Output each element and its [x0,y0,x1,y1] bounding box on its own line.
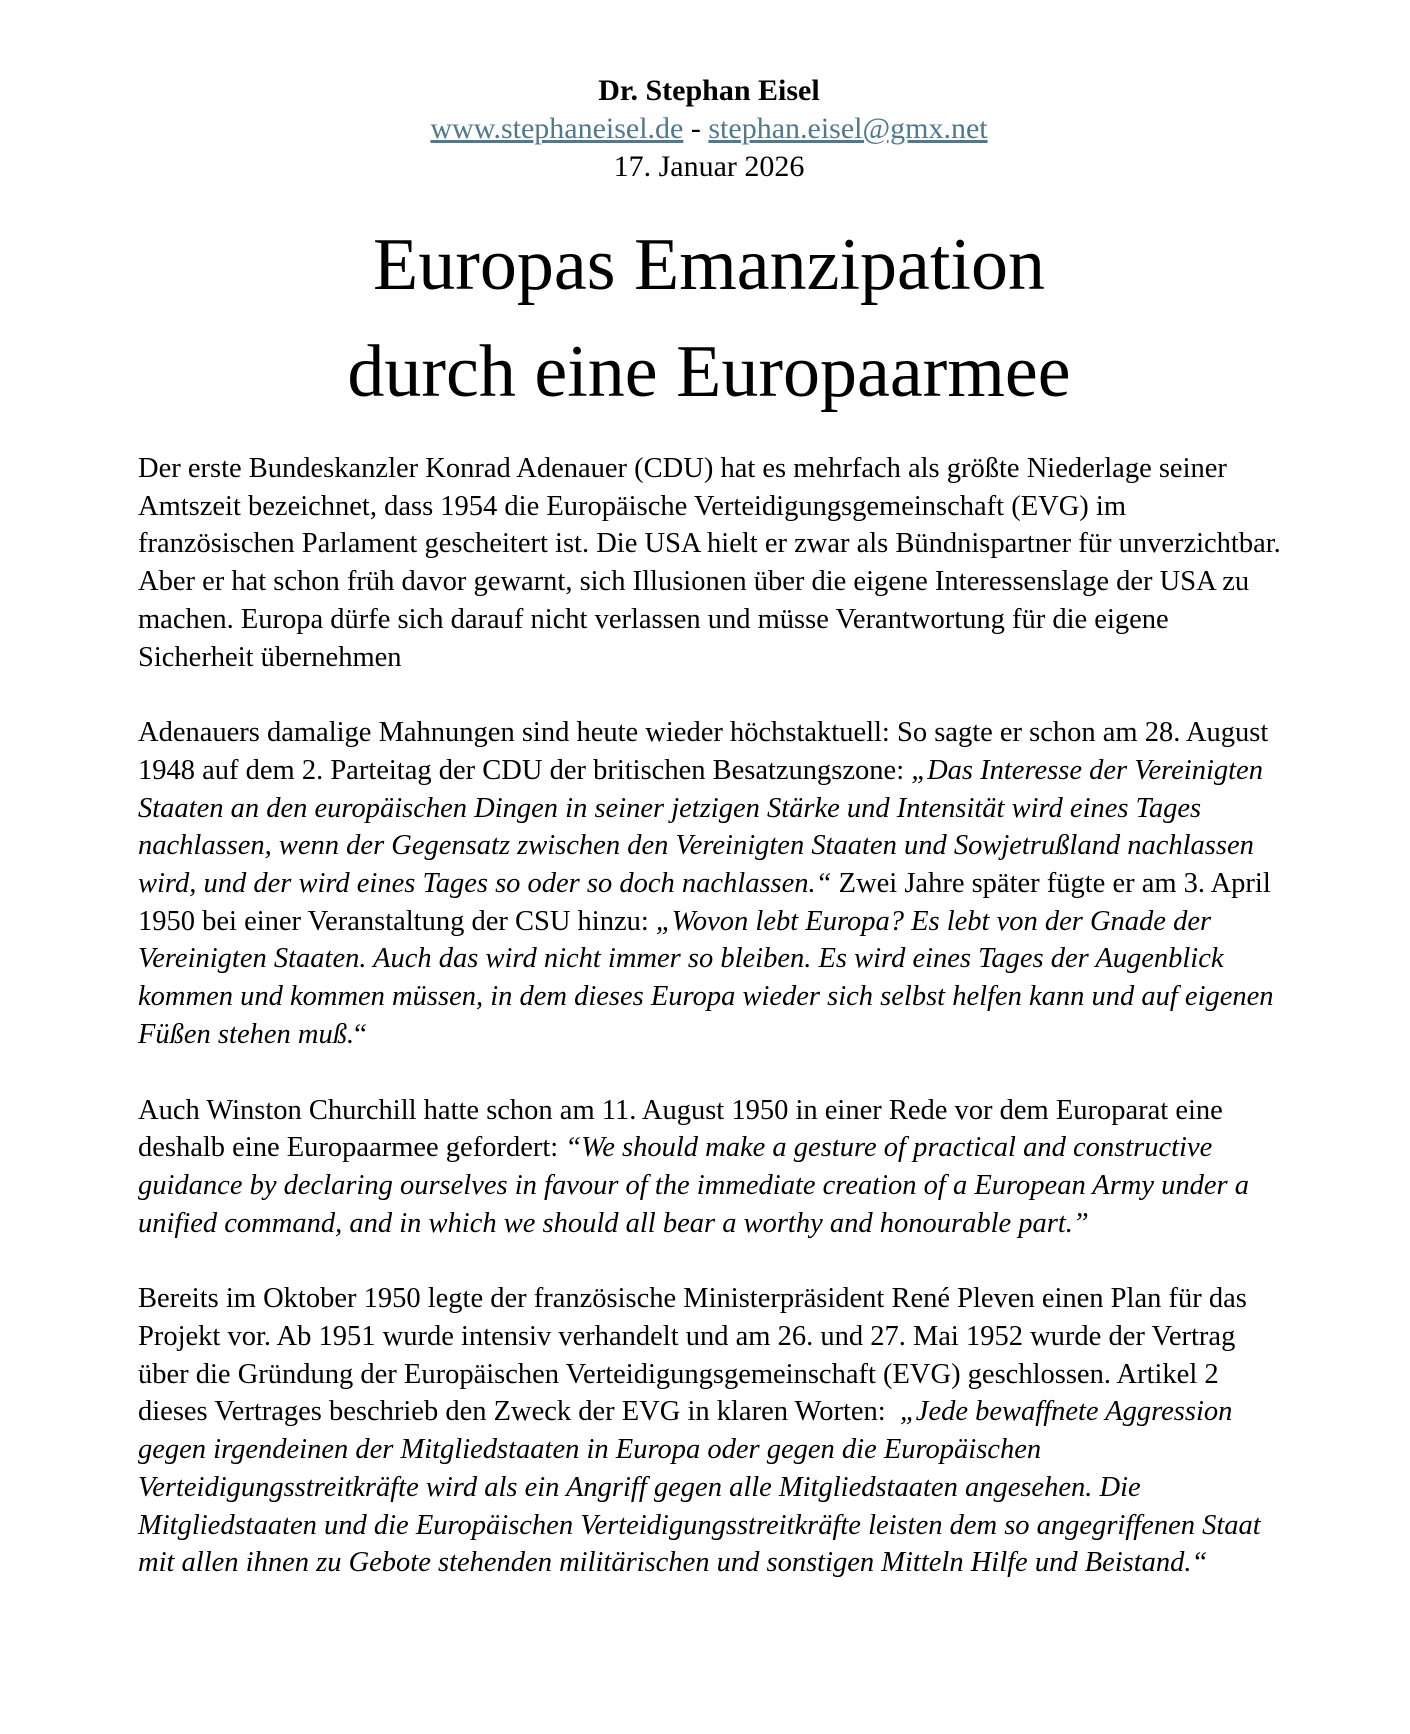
paragraph [138,1092,1284,1243]
link-separator: - [683,112,709,145]
email-link[interactable]: stephan.eisel@gmx.net [708,112,988,145]
title-line-2: durch eine Europaarmee [347,331,1071,413]
author-name: Dr. Stephan Eisel [598,74,820,107]
paragraph [138,450,1287,676]
document-title [138,212,1280,426]
document-date: 17. Januar 2026 [613,150,805,183]
document-header [138,72,1280,186]
quote-text: „Wovon lebt Europa? Es lebt von der Gnade der Vereinigten Staaten. Auch das wird nicht immer so bleiben. Es wird eines Tages der Augenblick kommen und kommen müssen, in dem dieses Europa wieder sich selbst helfen kann und auf eigenen Füßen stehen muß. [138,905,1281,1050]
paragraph [138,714,1284,1053]
body-text: “ [354,1018,367,1050]
body-text: Der erste Bundeskanzler Konrad Adenauer (CDU) hat es mehrfach als größte Niederlage seiner Amtszeit bezeichnet, dass 1954 die Europäische Verteidigungsgemeinschaft (EVG) im französischen Parlament gescheitert ist. Die USA hielt er zwar als Bündnispartner für unverzichtbar. Aber er hat schon früh davor gewarnt, sich Illusionen über die eigene Interessenslage der USA zu machen. Europa dürfe sich darauf nicht verlassen und müsse Verantwortung für die eigene Sicherheit übernehmen [138,453,1287,673]
body-text: Adenauers damalige Mahnungen sind heute wieder höchstaktuell: So sagte er schon am 28. August 1948 auf dem 2. Parteitag der CDU der britischen Besatzungszone: [138,717,1276,786]
document-body [138,450,1287,1582]
quote-text: „Das Interesse der Vereinigten Staaten an den europäischen Dingen in seiner jetzigen Stärke und Intensität wird eines Tages nachlassen, wenn der Gegensatz zwischen den Vereinigten Staaten und Sowjetrußland nachlassen wird, und der wird eines Tages so oder so doch nachlassen.“ [138,754,1271,900]
paragraph [138,1280,1284,1582]
quote-text: “We should make a gesture of practical and constructive guidance by declaring ourselves in favour of the immediate creation of a European Army under a unified command, and in which we should all bear a worthy and honourable part.” [138,1132,1257,1239]
body-text: Zwei Jahre später fügte er am 3. April 1950 bei einer Veranstaltung der CSU hinzu: [138,868,1278,937]
website-link[interactable]: www.stephaneisel.de [430,112,684,145]
contact-line [138,110,1280,148]
body-text: Auch Winston Churchill hatte schon am 11. August 1950 in einer Rede vor dem Europarat eine deshalb eine Europaarmee gefordert: [138,1094,1230,1164]
quote-text: „Jede bewaffnete Aggression gegen irgendeinen der Mitgliedstaaten in Europa oder gegen die Europäischen Verteidigungsstreitkräfte wird als ein Angriff gegen alle Mitgliedstaaten angesehen. Die Mitgliedstaaten und die Europäischen Verteidigungsstreitkräfte leisten dem so angegriffenen Staat mit allen ihnen zu Gebote stehenden militärischen und sonstigen Mitteln Hilfe und Beistand.“ [138,1396,1268,1579]
title-line-1: Europas Emanzipation [373,224,1045,306]
body-text: Bereits im Oktober 1950 legte der französische Ministerpräsident René Pleven einen Plan für das Projekt vor. Ab 1951 wurde intensiv verhandelt und am 26. und 27. Mai 1952 wurde der Vertrag über die Gründung der Europäischen Verteidigungsgemeinschaft (EVG) geschlossen. Artikel 2 dieses Vertrages beschrieb den Zweck der EVG in klaren Worten: [138,1283,1254,1428]
